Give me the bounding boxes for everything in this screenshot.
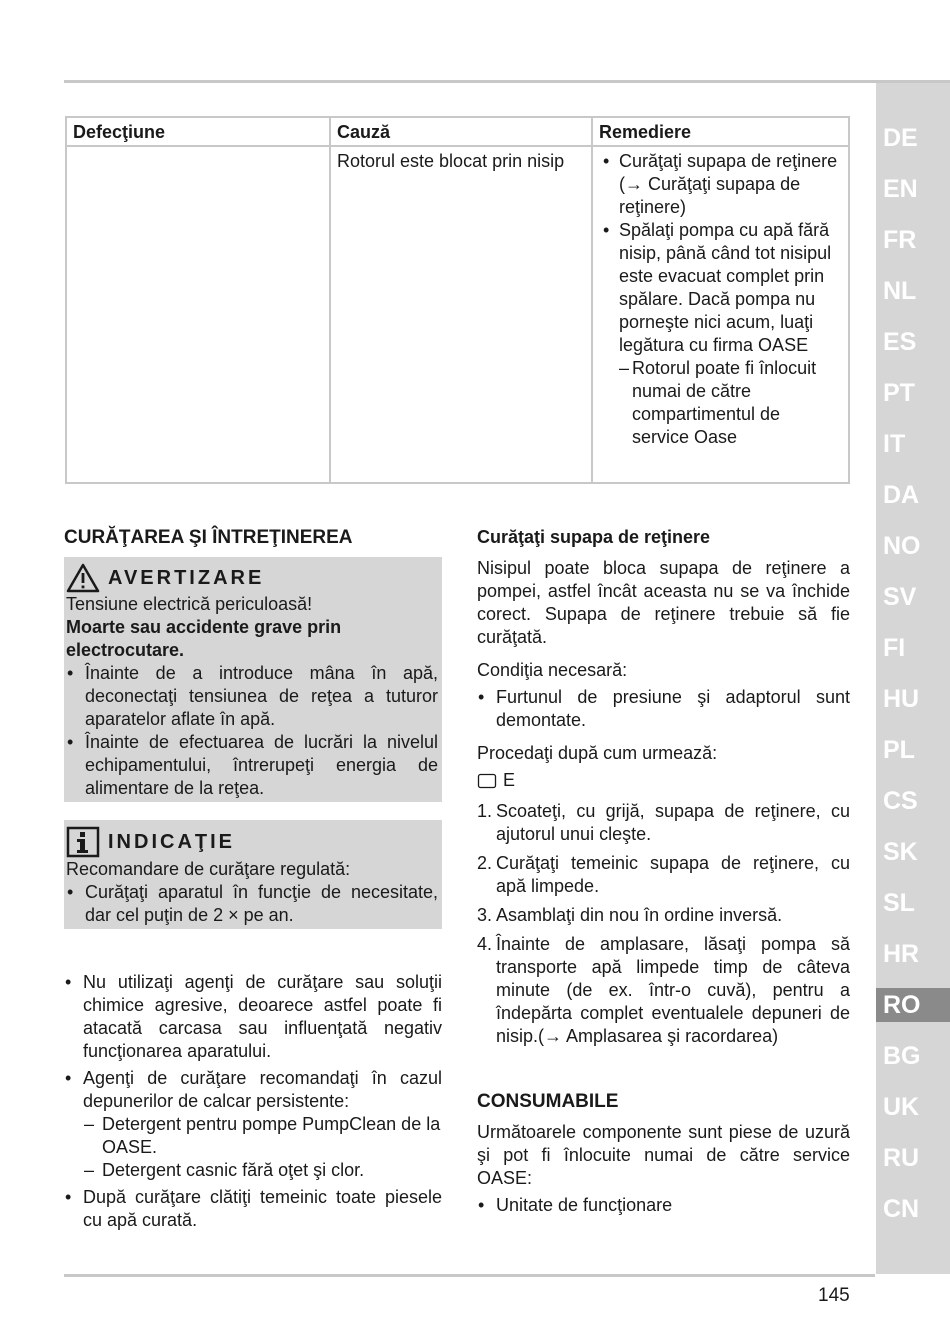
- lang-tab-en[interactable]: EN: [883, 175, 918, 203]
- cell-cause: Rotorul este blocat prin nisip: [330, 146, 592, 483]
- lang-tab-sk[interactable]: SK: [883, 838, 918, 866]
- list-item: • Curăţaţi aparatul în funcţie de necesitate, dar cel puţin de 2 × pe an.: [67, 882, 438, 925]
- warning-box: [64, 557, 442, 802]
- list-item: 4. Înainte de amplasare, lăsaţi pompa să transporte apă limpede timp de câteva minute (de ex. într-o cuvă), pentru a îndepărta complet eventualele depuneri de nisip.(→ Amplasarea şi racordarea): [477, 934, 850, 1046]
- cell-defect: [66, 146, 330, 483]
- bullet-icon: •: [478, 687, 485, 707]
- lang-tab-fr[interactable]: FR: [883, 226, 917, 254]
- list-item: • Înainte de a introduce mâna în apă, deconectaţi tensiunea de reţea a tuturor aparatelor aflate în apă.: [67, 663, 438, 729]
- lang-tab-cs[interactable]: CS: [883, 787, 918, 815]
- list-item: 1. Scoateţi, cu grijă, supapa de reţinere, cu ajutorul unui cleşte.: [477, 801, 850, 844]
- bottom-rule: [64, 1274, 875, 1277]
- list-item: • Înainte de efectuarea de lucrări la nivelul echipamentului, întrerupeţi energia de alimentare de la reţea.: [67, 732, 438, 798]
- lang-tab-hr[interactable]: HR: [883, 940, 920, 968]
- bullet-icon: •: [65, 1068, 72, 1088]
- list-item: 2. Curăţaţi temeinic supapa de reţinere, cu apă limpede.: [477, 853, 850, 896]
- dash-icon: –: [84, 1160, 95, 1180]
- condition-label: Condiţia necesară:: [477, 660, 628, 680]
- note-box: [64, 820, 442, 929]
- bullet-icon: •: [67, 663, 74, 683]
- lang-tab-ru[interactable]: RU: [883, 1144, 920, 1172]
- lang-tab-es[interactable]: ES: [883, 328, 917, 356]
- lang-tab-ro[interactable]: RO: [876, 988, 950, 1022]
- info-icon: [66, 826, 100, 858]
- figure-reference: E: [477, 769, 850, 792]
- section-heading-cleaning: CURĂŢAREA ŞI ÎNTREŢINEREA: [64, 527, 353, 548]
- left-column: [64, 526, 442, 1232]
- lang-tab-nl[interactable]: NL: [883, 277, 917, 305]
- section-heading-consumables: CONSUMABILE: [477, 1091, 619, 1112]
- bullet-icon: •: [478, 1195, 485, 1215]
- list-item: 3. Asamblaţi din nou în ordine inversă.: [477, 905, 783, 925]
- lang-tab-pl[interactable]: PL: [883, 736, 915, 764]
- bullet-icon: •: [603, 220, 610, 240]
- header-cause: Cauză: [330, 117, 592, 146]
- lang-tab-de[interactable]: DE: [883, 124, 918, 152]
- list-item: – Detergent pentru pompe PumpClean de la OASE.: [84, 1114, 441, 1157]
- list-item: • Curăţaţi supapa de reţinere (→ Curăţaţi supapa de reţinere): [603, 151, 838, 217]
- list-item: • Nu utilizaţi agenţi de curăţare sau soluţii chimice agresive, deoarece astfel poate fi atacată carcasa sau influenţată negativ funcţionarea aparatului.: [65, 972, 442, 1061]
- table-header-row: [66, 117, 849, 146]
- lang-tab-uk[interactable]: UK: [883, 1093, 920, 1121]
- lang-tab-bg[interactable]: BG: [883, 1042, 921, 1070]
- list-item: • Unitate de funcţionare: [478, 1195, 673, 1215]
- consumables-paragraph: Următoarele componente sunt piese de uzură şi pot fi înlocuite numai de către service OASE:: [477, 1122, 850, 1188]
- lang-tab-da[interactable]: DA: [883, 481, 920, 509]
- list-item: – Detergent casnic fără oţet şi clor.: [84, 1160, 365, 1180]
- lang-tab-sv[interactable]: SV: [883, 583, 917, 611]
- figure-icon: [477, 773, 497, 789]
- bullet-icon: •: [67, 882, 74, 902]
- table-row: [66, 146, 849, 483]
- lang-tab-fi[interactable]: FI: [883, 634, 906, 662]
- cleaning-instructions: [64, 971, 442, 1232]
- warning-triangle-icon: [66, 563, 100, 593]
- list-item: • Furtunul de presiune şi adaptorul sunt demontate.: [478, 687, 850, 730]
- warning-text: Tensiune electrică periculoasă!: [66, 594, 313, 614]
- warning-title: AVERTIZARE: [66, 563, 438, 593]
- valve-paragraph: Nisipul poate bloca supapa de reţinere a pompei, astfel încât aceasta nu se va închide corect. Supapa de reţinere trebuie să fie curăţată.: [477, 558, 850, 647]
- cell-remedy: [592, 146, 849, 483]
- procedure-label: Procedaţi după cum urmează:: [477, 743, 718, 763]
- troubleshooting-table: [65, 116, 850, 484]
- procedure-steps: [477, 800, 850, 1048]
- lang-tab-pt[interactable]: PT: [883, 379, 915, 407]
- header-defect: Defecţiune: [66, 117, 330, 146]
- note-text: Recomandare de curăţare regulată:: [66, 859, 351, 879]
- bullet-icon: •: [603, 151, 610, 171]
- language-sidebar: [876, 83, 950, 1274]
- remedy-sub-item: – Rotorul poate fi înlocuit numai de către compartimentul de service Oase: [619, 358, 817, 447]
- top-rule: [64, 80, 950, 83]
- page-number: 145: [818, 1285, 850, 1306]
- list-item: • După curăţare clătiţi temeinic toate piesele cu apă curată.: [65, 1187, 442, 1230]
- list-item: • Spălaţi pompa cu apă fără nisip, până când tot nisipul este evacuat complet prin spălare. Dacă pompa nu porneşte nici acum, luaţi legătura cu firma OASE: [603, 220, 832, 355]
- dash-icon: –: [84, 1114, 95, 1134]
- lang-tab-no[interactable]: NO: [883, 532, 921, 560]
- list-item: • Agenţi de curăţare recomandaţi în cazul depunerilor de calcar persistente:: [65, 1068, 442, 1111]
- lang-tab-cn[interactable]: CN: [883, 1195, 920, 1223]
- bullet-icon: •: [65, 972, 72, 992]
- lang-tab-sl[interactable]: SL: [883, 889, 915, 917]
- header-remedy: Remediere: [592, 117, 849, 146]
- warning-consequence: Moarte sau accidente grave prin electrocutare.: [66, 617, 342, 660]
- note-title: INDICAŢIE: [66, 826, 438, 858]
- remedy-list: [599, 150, 842, 357]
- right-column: [477, 526, 850, 1217]
- lang-tab-it[interactable]: IT: [883, 430, 906, 458]
- section-heading-valve: Curăţaţi supapa de reţinere: [477, 527, 711, 547]
- bullet-icon: •: [65, 1187, 72, 1207]
- lang-tab-hu[interactable]: HU: [883, 685, 920, 713]
- bullet-icon: •: [67, 732, 74, 752]
- dash-icon: –: [619, 358, 630, 378]
